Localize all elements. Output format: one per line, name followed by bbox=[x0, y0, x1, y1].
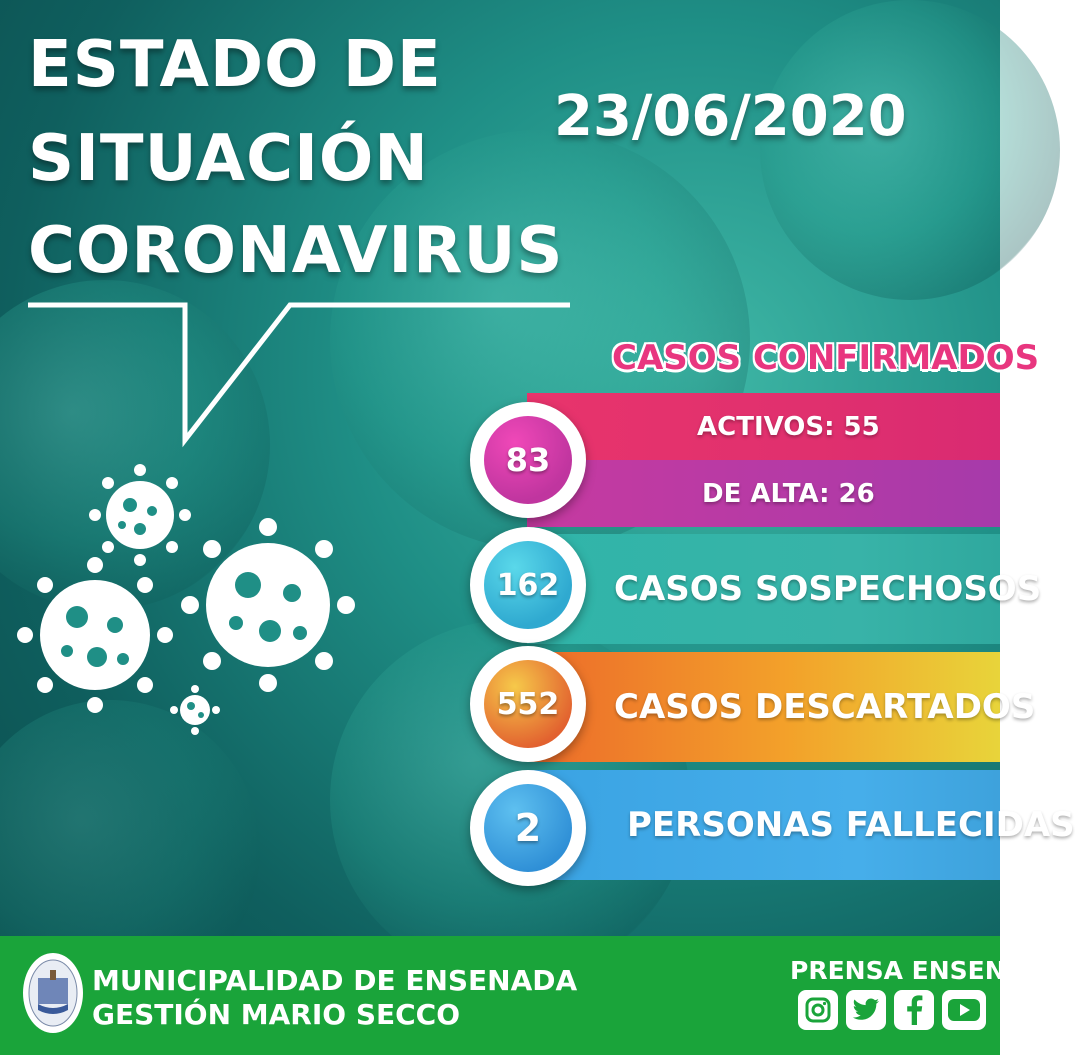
organization-name: MUNICIPALIDAD DE ENSENADA bbox=[92, 964, 578, 997]
deceased-count-circle bbox=[470, 770, 586, 886]
youtube-icon[interactable] bbox=[942, 990, 986, 1030]
discarded-cases-band bbox=[527, 652, 1036, 762]
active-cases-band bbox=[527, 393, 1000, 460]
title-line-1: ESTADO DE bbox=[28, 28, 442, 102]
discarded-cases-label: CASOS DESCARTADOS bbox=[614, 687, 1036, 727]
title-line-3: CORONAVIRUS bbox=[28, 214, 564, 288]
suspected-cases-band bbox=[527, 534, 1042, 644]
discarded-count-circle bbox=[470, 646, 586, 762]
deceased-count-value: 2 bbox=[484, 784, 572, 872]
confirmed-total-value: 83 bbox=[484, 416, 572, 504]
active-cases-label: ACTIVOS: 55 bbox=[697, 411, 880, 442]
facebook-icon[interactable] bbox=[894, 990, 934, 1030]
instagram-icon[interactable] bbox=[798, 990, 838, 1030]
suspected-count-circle bbox=[470, 527, 586, 643]
suspected-count-value: 162 bbox=[484, 541, 572, 629]
discharged-cases-label: DE ALTA: 26 bbox=[702, 478, 875, 509]
twitter-icon[interactable] bbox=[846, 990, 886, 1030]
discarded-count-value: 552 bbox=[484, 660, 572, 748]
administration-name: GESTIÓN MARIO SECCO bbox=[92, 998, 461, 1031]
confirmed-total-circle bbox=[470, 402, 586, 518]
deceased-label: PERSONAS FALLECIDAS bbox=[627, 805, 1075, 845]
suspected-cases-label: CASOS SOSPECHOSOS bbox=[614, 569, 1042, 609]
press-label: PRENSA ENSENADA bbox=[790, 956, 1066, 985]
discharged-cases-band bbox=[527, 460, 1000, 527]
title-line-2: SITUACIÓN bbox=[28, 122, 429, 196]
virus-icon bbox=[17, 464, 355, 735]
deceased-band bbox=[527, 770, 1075, 880]
confirmed-cases-heading: CASOS CONFIRMADOS bbox=[612, 338, 1040, 378]
report-date: 23/06/2020 bbox=[554, 84, 907, 149]
municipal-seal-logo bbox=[18, 948, 88, 1038]
